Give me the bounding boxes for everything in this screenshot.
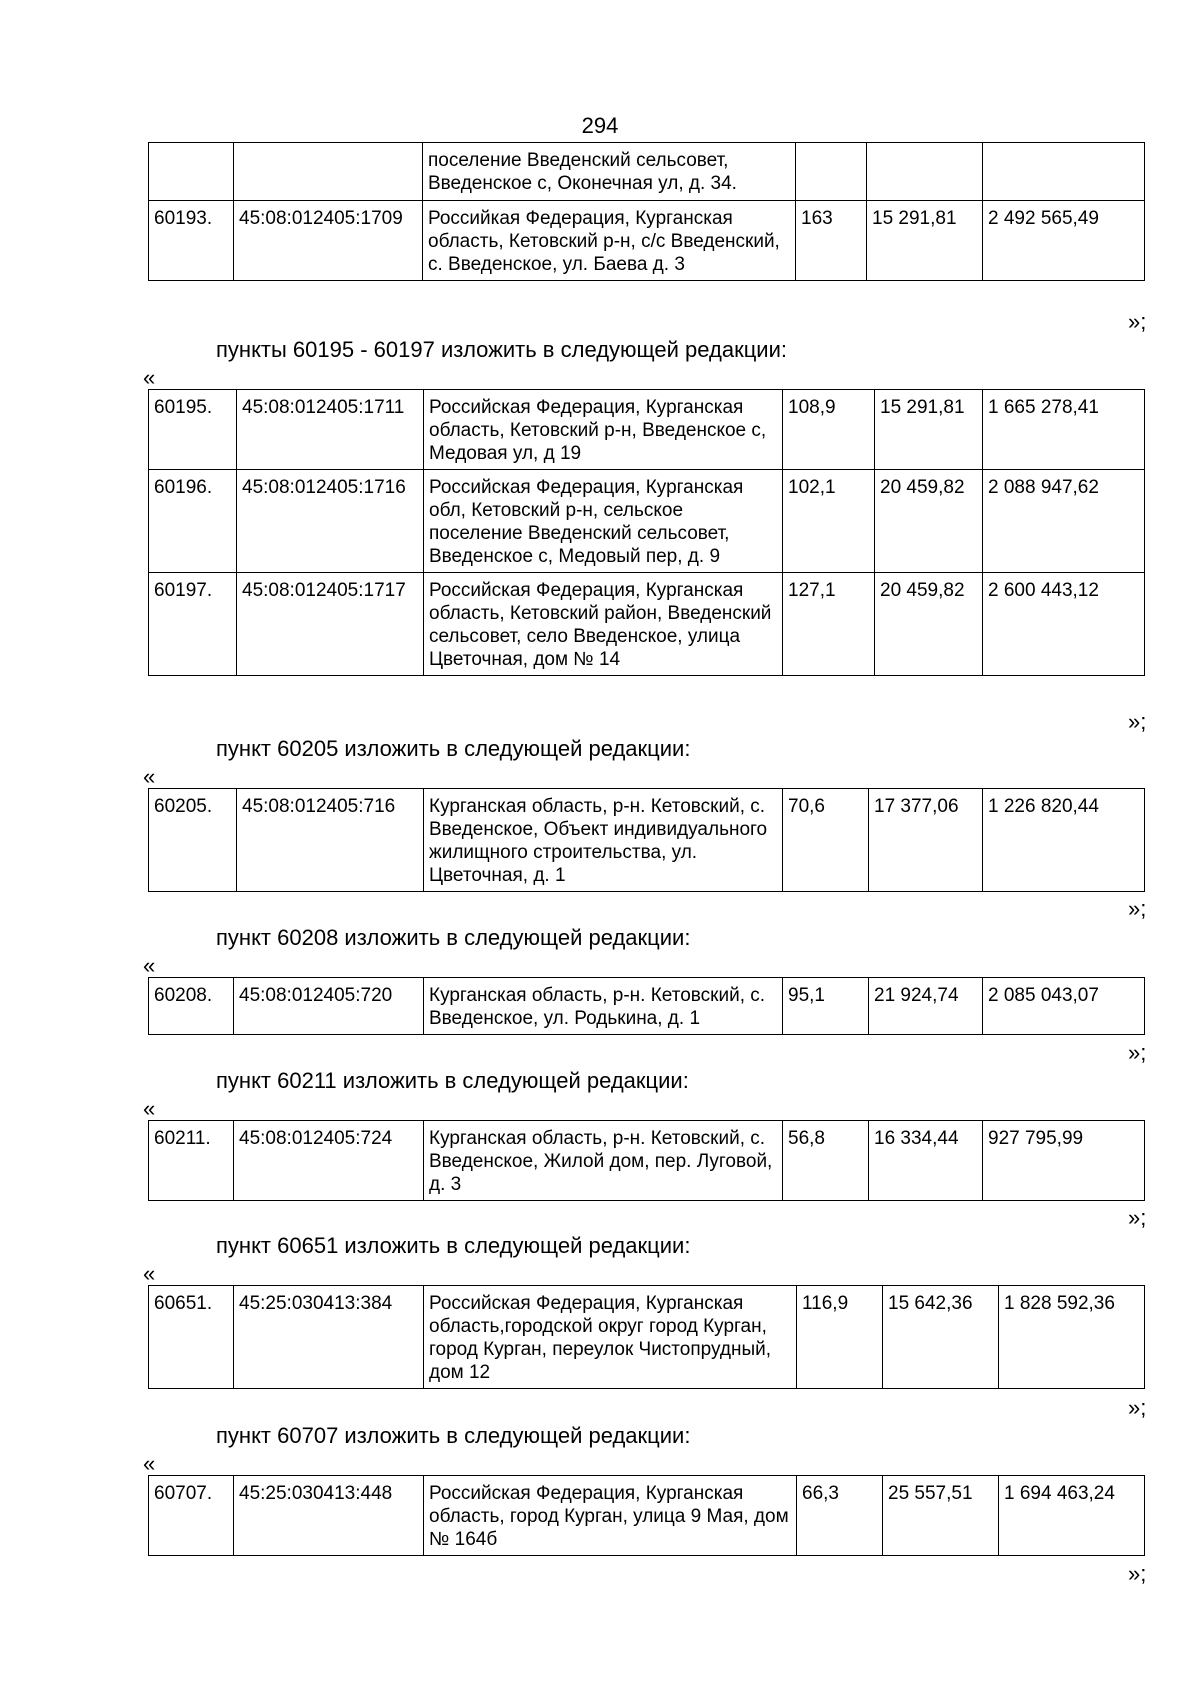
cell-area: 66,3 xyxy=(797,1476,883,1556)
table-block-1 xyxy=(148,389,1148,676)
cell-price: 15 291,81 xyxy=(875,390,983,470)
cell-address: поселение Введенский сельсовет, Введенское с, Оконечная ул, д. 34. xyxy=(423,143,796,201)
cell-num: 60196. xyxy=(149,470,237,573)
cell-address: Курганская область, р-н. Кетовский, с. Введенское, Жилой дом, пер. Луговой, д. 3 xyxy=(424,1121,783,1201)
table-row xyxy=(149,1286,1145,1389)
section-intro: пункт 60205 изложить в следующей редакции: xyxy=(216,736,691,761)
registry-table xyxy=(148,142,1145,281)
closing-quote: »; xyxy=(1128,1040,1147,1065)
cell-num: 60208. xyxy=(149,978,234,1035)
registry-table xyxy=(148,788,1145,892)
cell-area xyxy=(796,143,867,201)
cell-num: 60193. xyxy=(149,201,234,281)
cell-price xyxy=(867,143,983,201)
closing-quote: »; xyxy=(1128,896,1147,921)
cell-value: 1 226 820,44 xyxy=(983,789,1145,892)
registry-table xyxy=(148,977,1145,1035)
cell-price: 20 459,82 xyxy=(875,470,983,573)
cell-cadastral xyxy=(234,143,423,201)
table-row xyxy=(149,390,1145,470)
table-block-3 xyxy=(148,977,1148,1035)
opening-quote: « xyxy=(143,953,156,978)
cell-address: Российская Федерация, Курганская область,городской округ город Курган, город Курган, переулок Чистопрудный, дом 12 xyxy=(424,1286,797,1389)
table-block-0 xyxy=(148,142,1148,281)
cell-num: 60197. xyxy=(149,573,237,676)
cell-value: 1 694 463,24 xyxy=(999,1476,1145,1556)
cell-area: 127,1 xyxy=(783,573,875,676)
table-row xyxy=(149,789,1145,892)
cell-address: Российская Федерация, Курганская обл, Кетовский р-н, сельское поселение Введенский сельсовет, Введенское с, Медовый пер, д. 9 xyxy=(424,470,783,573)
cell-cadastral: 45:08:012405:1717 xyxy=(237,573,424,676)
cell-num: 60651. xyxy=(149,1286,234,1389)
table-row xyxy=(149,470,1145,573)
cell-area: 108,9 xyxy=(783,390,875,470)
opening-quote: « xyxy=(143,365,156,390)
page-number: 294 xyxy=(581,113,619,138)
opening-quote: « xyxy=(143,1261,156,1286)
table-block-6 xyxy=(148,1475,1148,1556)
cell-cadastral: 45:08:012405:1711 xyxy=(237,390,424,470)
cell-cadastral: 45:25:030413:384 xyxy=(234,1286,424,1389)
cell-value xyxy=(983,143,1145,201)
cell-price: 15 291,81 xyxy=(867,201,983,281)
closing-quote: »; xyxy=(1128,1205,1147,1230)
cell-value: 2 085 043,07 xyxy=(983,978,1145,1035)
table-row xyxy=(149,573,1145,676)
table-row xyxy=(149,978,1145,1035)
registry-table xyxy=(148,1285,1145,1389)
cell-cadastral: 45:08:012405:716 xyxy=(237,789,424,892)
cell-address: Российская Федерация, Курганская область, город Курган, улица 9 Мая, дом № 164б xyxy=(424,1476,797,1556)
registry-table xyxy=(148,1475,1145,1556)
opening-quote: « xyxy=(143,1451,156,1476)
cell-cadastral: 45:08:012405:1716 xyxy=(237,470,424,573)
cell-address: Российкая Федерация, Курганская область, Кетовский р-н, с/с Введенский, с. Введенское, ул. Баева д. 3 xyxy=(423,201,796,281)
cell-num: 60211. xyxy=(149,1121,234,1201)
table-row xyxy=(149,1476,1145,1556)
cell-cadastral: 45:08:012405:724 xyxy=(234,1121,424,1201)
closing-quote: »; xyxy=(1128,309,1147,334)
section-intro: пункт 60651 изложить в следующей редакции: xyxy=(216,1233,691,1258)
cell-price: 17 377,06 xyxy=(869,789,983,892)
table-block-4 xyxy=(148,1120,1148,1201)
registry-table xyxy=(148,389,1145,676)
cell-value: 1 665 278,41 xyxy=(983,390,1145,470)
cell-price: 16 334,44 xyxy=(869,1121,983,1201)
cell-num: 60205. xyxy=(149,789,237,892)
cell-value: 2 088 947,62 xyxy=(983,470,1145,573)
cell-area: 102,1 xyxy=(783,470,875,573)
cell-price: 21 924,74 xyxy=(869,978,983,1035)
table-row xyxy=(149,1121,1145,1201)
cell-cadastral: 45:25:030413:448 xyxy=(234,1476,424,1556)
table-row xyxy=(149,143,1145,201)
closing-quote: »; xyxy=(1128,1561,1147,1586)
table-row xyxy=(149,201,1145,281)
cell-price: 25 557,51 xyxy=(883,1476,999,1556)
cell-value: 2 600 443,12 xyxy=(983,573,1145,676)
cell-cadastral: 45:08:012405:1709 xyxy=(234,201,423,281)
section-intro: пункт 60707 изложить в следующей редакции: xyxy=(216,1423,691,1448)
section-intro: пункты 60195 - 60197 изложить в следующей редакции: xyxy=(216,337,788,362)
table-block-2 xyxy=(148,788,1148,892)
cell-address: Российская Федерация, Курганская область, Кетовский р-н, Введенское с, Медовая ул, д 19 xyxy=(424,390,783,470)
cell-area: 95,1 xyxy=(783,978,869,1035)
registry-table xyxy=(148,1120,1145,1201)
cell-area: 163 xyxy=(796,201,867,281)
cell-value: 2 492 565,49 xyxy=(983,201,1145,281)
cell-value: 1 828 592,36 xyxy=(999,1286,1145,1389)
section-intro: пункт 60211 изложить в следующей редакции: xyxy=(216,1068,689,1093)
opening-quote: « xyxy=(143,764,156,789)
opening-quote: « xyxy=(143,1096,156,1121)
cell-area: 116,9 xyxy=(797,1286,883,1389)
cell-num: 60195. xyxy=(149,390,237,470)
closing-quote: »; xyxy=(1128,1395,1147,1420)
cell-cadastral: 45:08:012405:720 xyxy=(234,978,424,1035)
section-intro: пункт 60208 изложить в следующей редакции: xyxy=(216,925,691,950)
cell-address: Курганская область, р-н. Кетовский, с. Введенское, Объект индивидуального жилищного строительства, ул. Цветочная, д. 1 xyxy=(424,789,783,892)
cell-address: Российская Федерация, Курганская область, Кетовский район, Введенский сельсовет, село Введенское, улица Цветочная, дом № 14 xyxy=(424,573,783,676)
table-block-5 xyxy=(148,1285,1148,1389)
cell-address: Курганская область, р-н. Кетовский, с. Введенское, ул. Родькина, д. 1 xyxy=(424,978,783,1035)
cell-value: 927 795,99 xyxy=(983,1121,1145,1201)
cell-price: 20 459,82 xyxy=(875,573,983,676)
cell-area: 56,8 xyxy=(783,1121,869,1201)
cell-num xyxy=(149,143,234,201)
cell-num: 60707. xyxy=(149,1476,234,1556)
cell-price: 15 642,36 xyxy=(883,1286,999,1389)
cell-area: 70,6 xyxy=(783,789,869,892)
closing-quote: »; xyxy=(1128,709,1147,734)
